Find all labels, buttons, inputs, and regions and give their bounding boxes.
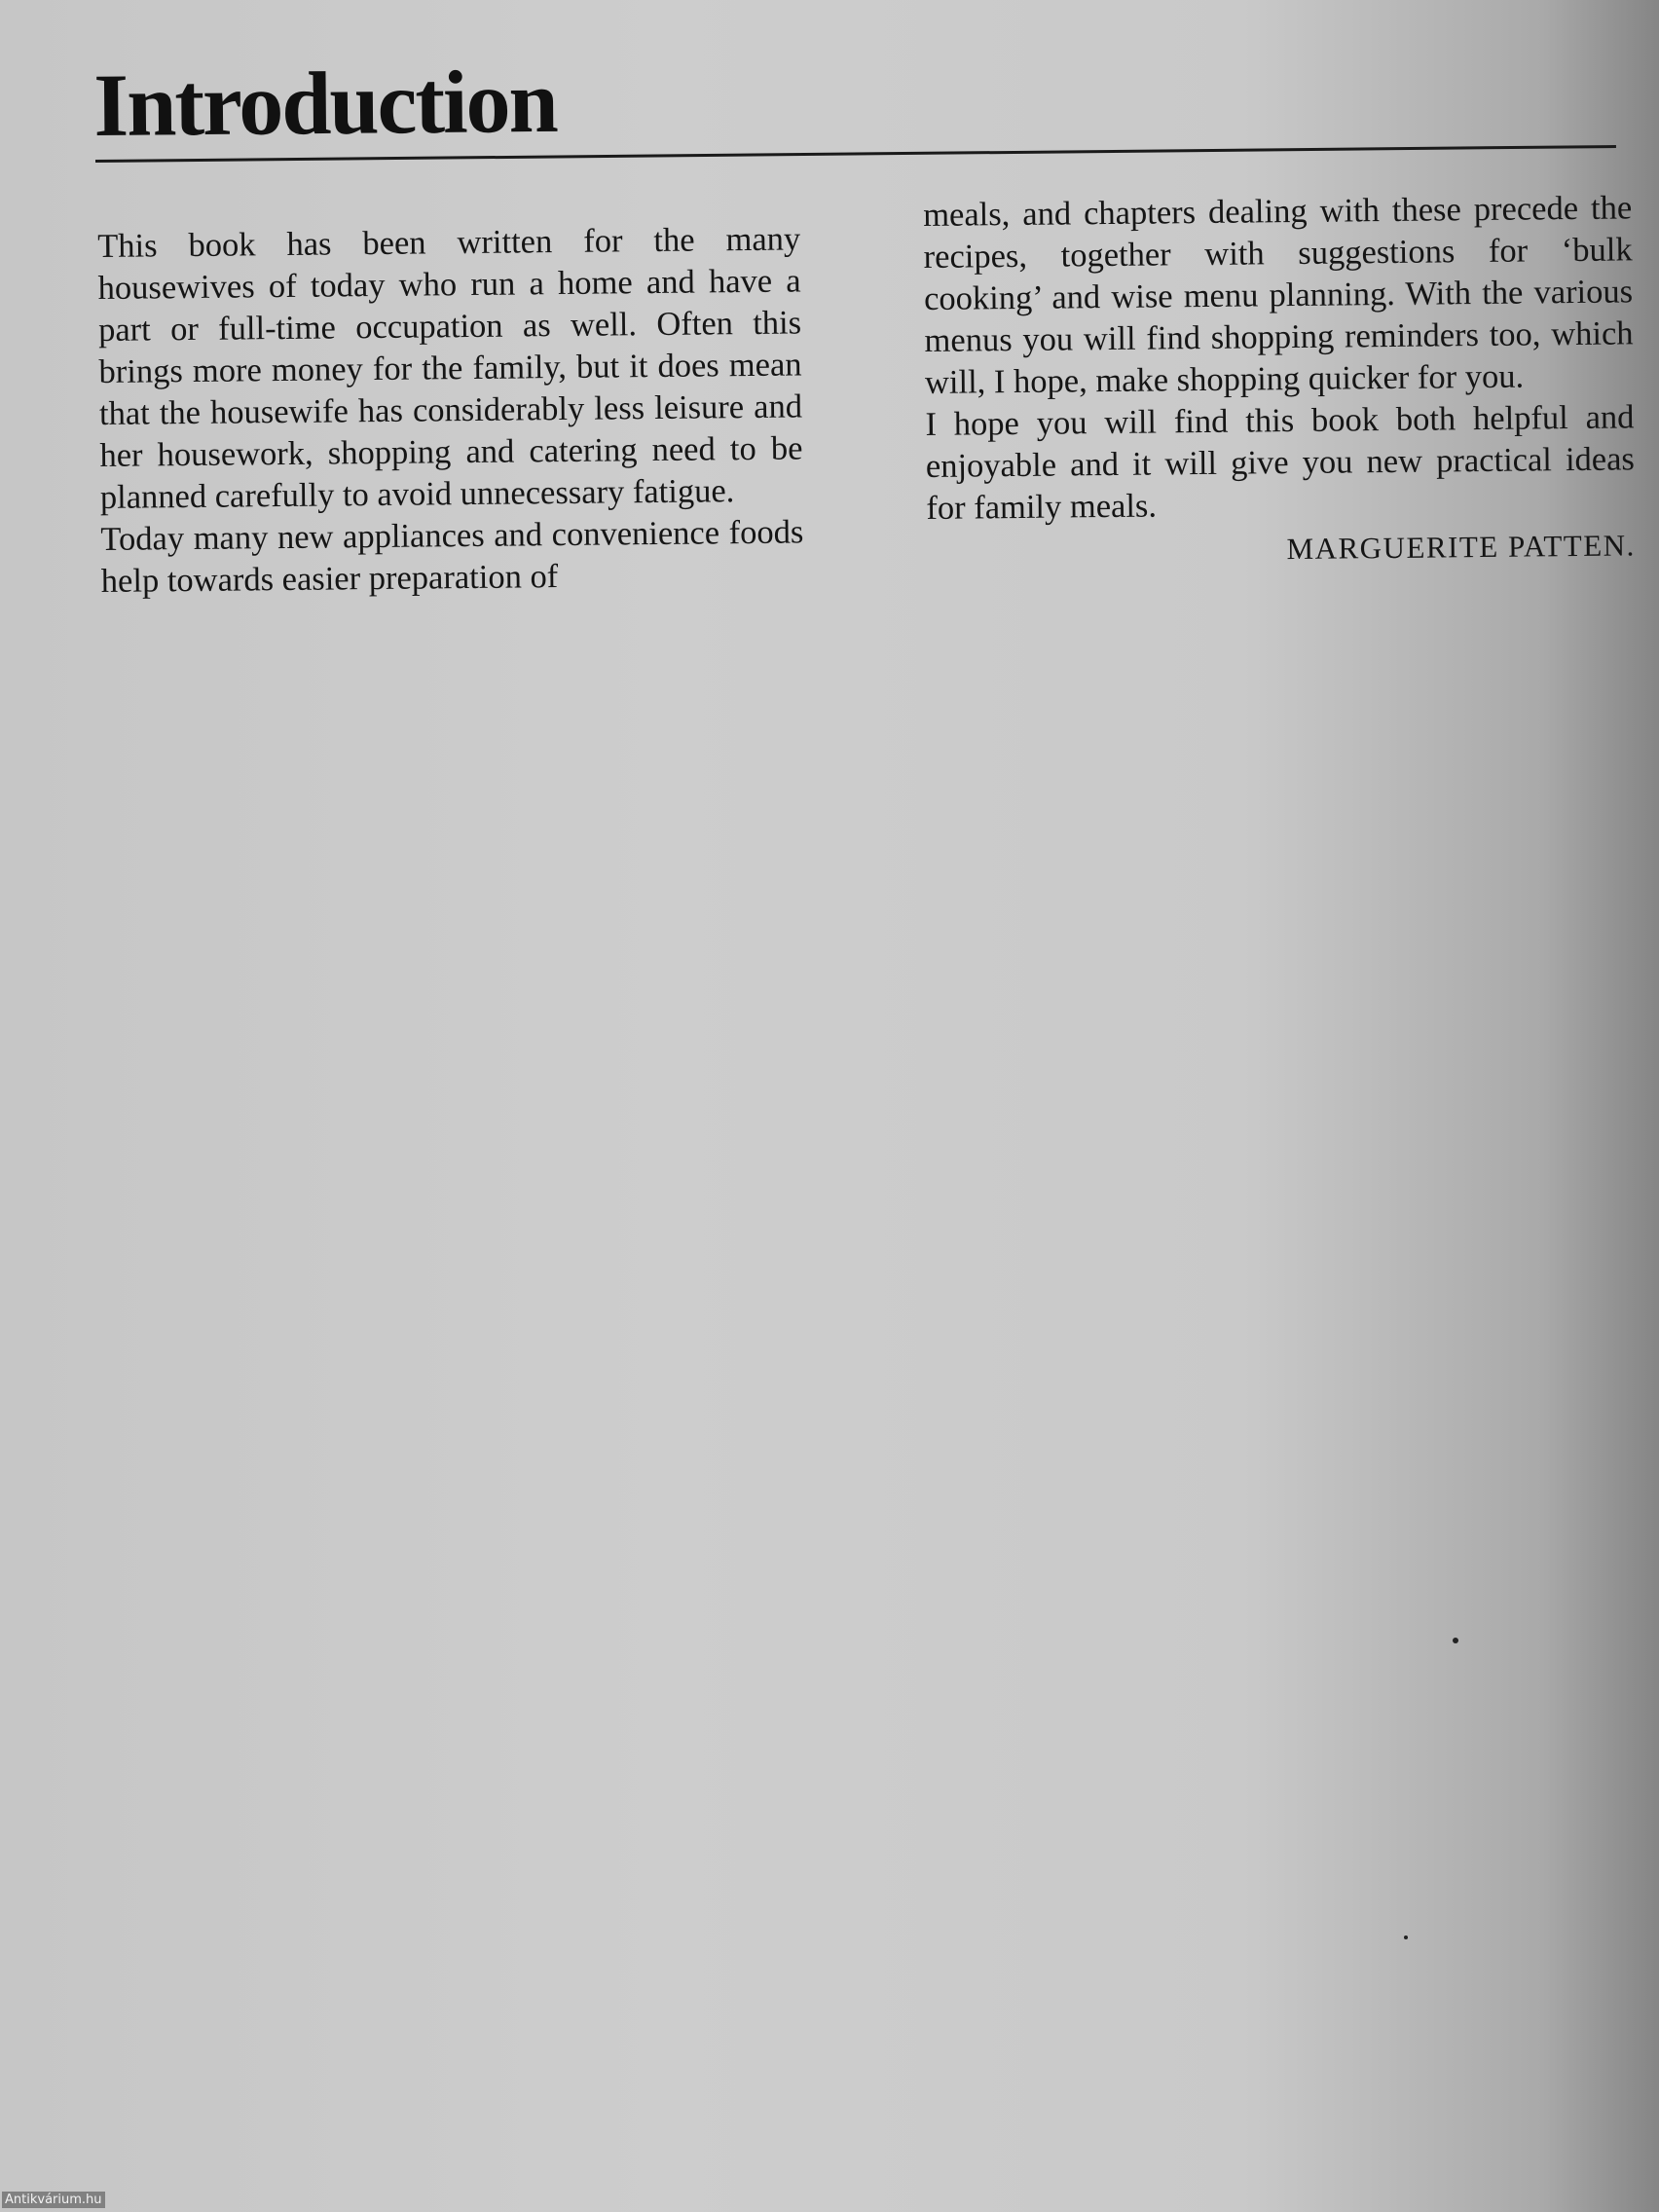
left-column [97,218,804,603]
paper-speck [1404,1936,1408,1939]
paper-speck [1453,1638,1458,1643]
intro-paragraph-2: Today many new appliances and convenience foods help towards easier preparation of [100,513,804,600]
right-column [923,187,1636,573]
intro-paragraph-4: I hope you will find this book both helpful and enjoyable and it will give you new practical ideas for family meals. [925,398,1636,527]
intro-paragraph-3: meals, and chapters dealing with these precede the recipes, together with suggestions for ‘bulk cooking’ and wise menu planning. With the various menus you will find shopping reminders too, which will, I hope, make shopping quicker for you. [923,189,1634,401]
page-title: Introduction [92,51,558,155]
watermark: Antikvárium.hu [2,2192,105,2208]
intro-paragraph-1: This book has been written for the many housewives of today who run a home and have a part or full-time occupation as well. Often this brings more money for the family, but it does mean that the housewife has considerably less leisure and her housework, shopping and catering need to be planned carefully to avoid unnecessary fatigue. [97,220,803,516]
author-signature: MARGUERITE PATTEN. [1286,528,1636,567]
